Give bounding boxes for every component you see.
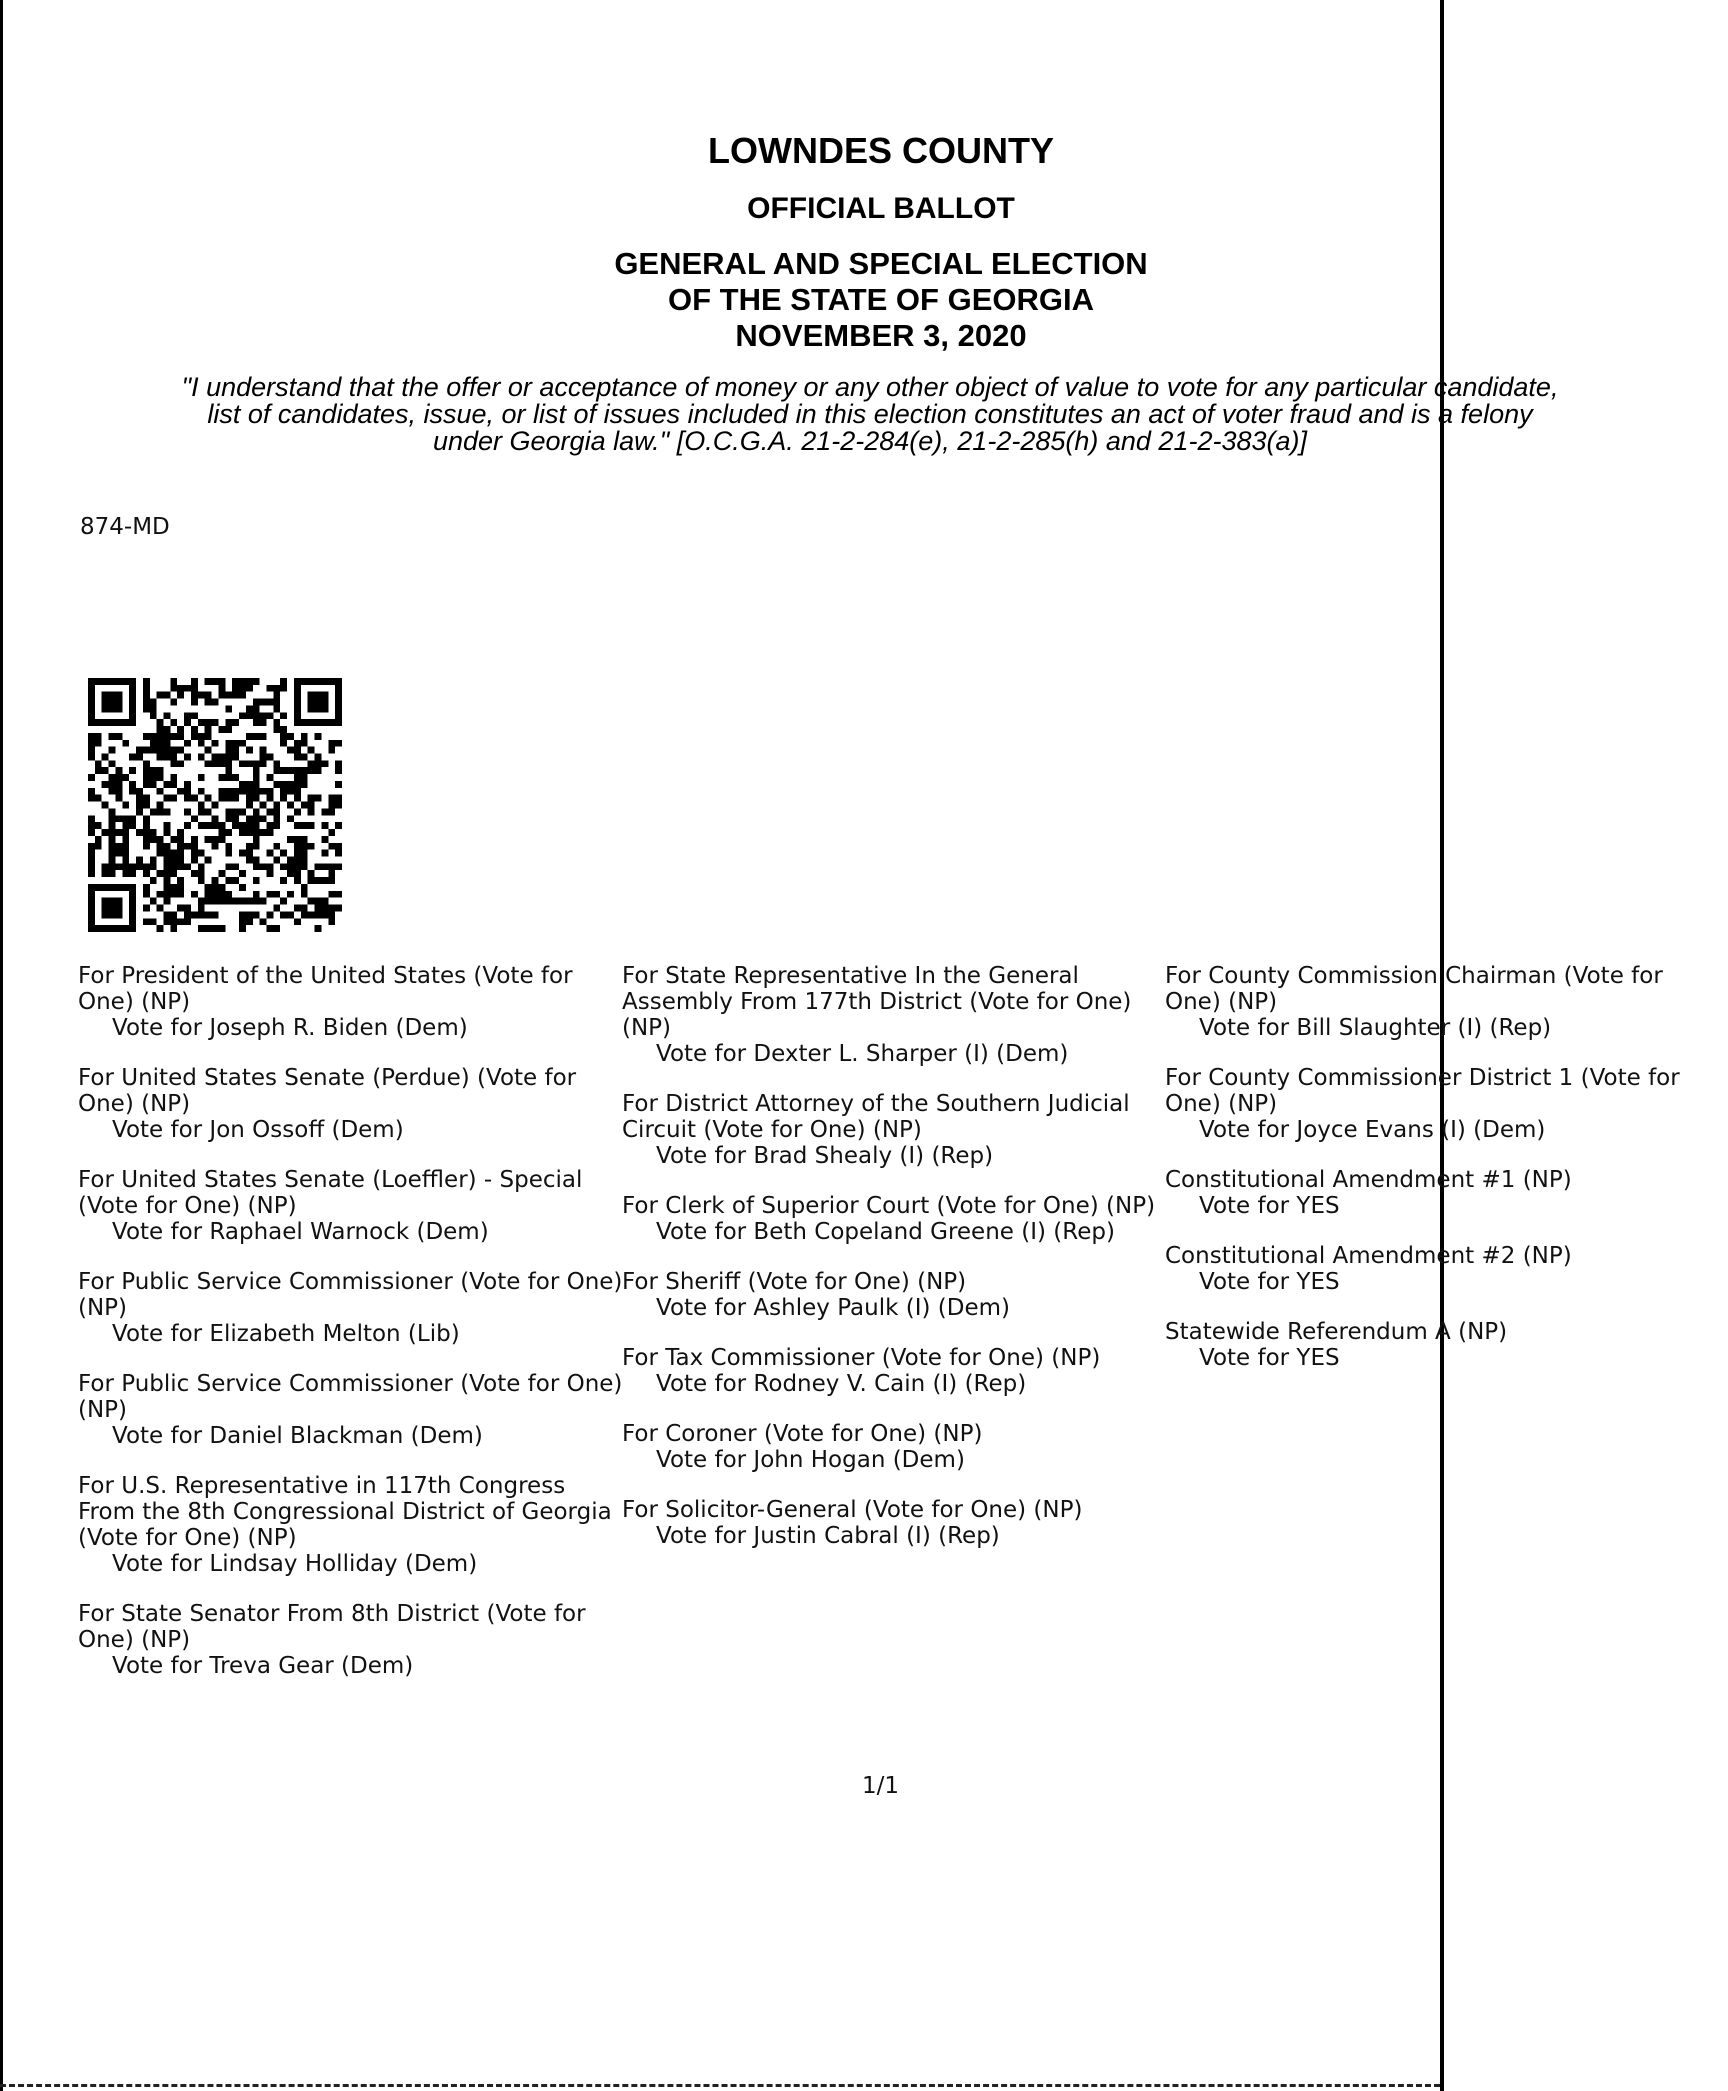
vote-choice: Vote for Elizabeth Melton (Lib): [112, 1321, 460, 1347]
election-title-line1: GENERAL AND SPECIAL ELECTION: [614, 246, 1148, 281]
notice-line: "I understand that the offer or acceptance of money or any other object of value to vote for any particular candidate,: [181, 372, 1559, 402]
ballot-selection: [1165, 1243, 1710, 1295]
ballot-column-3: [1165, 963, 1710, 1395]
contest-title: For United States Senate (Perdue) (Vote for One) (NP): [78, 1065, 577, 1117]
page-border-bottom: [0, 2084, 1440, 2087]
ballot-selection: [622, 1497, 1167, 1549]
vote-choice: Vote for Brad Shealy (I) (Rep): [656, 1143, 994, 1169]
vote-choice: Vote for John Hogan (Dem): [656, 1447, 965, 1473]
ballot-selection: [622, 1421, 1167, 1473]
contest-title: For Coroner (Vote for One) (NP): [622, 1421, 983, 1447]
contest-title: For Solicitor-General (Vote for One) (NP): [622, 1497, 1083, 1523]
voter-fraud-notice: [70, 374, 1670, 455]
ballot-column-2: [622, 963, 1167, 1573]
county-title: LOWNDES COUNTY: [708, 130, 1054, 171]
contest-title: For State Representative In the General Assembly From 177th District (Vote for One) (NP): [622, 963, 1132, 1041]
vote-choice: Vote for Rodney V. Cain (I) (Rep): [656, 1371, 1027, 1397]
contest-title: For Sheriff (Vote for One) (NP): [622, 1269, 967, 1295]
vote-choice: Vote for Bill Slaughter (I) (Rep): [1199, 1015, 1552, 1041]
election-date: NOVEMBER 3, 2020: [735, 318, 1027, 353]
contest-title: Constitutional Amendment #2 (NP): [1165, 1243, 1572, 1269]
ballot-selection: [1165, 1319, 1710, 1371]
qr-code-icon: [78, 678, 352, 932]
contest-title: For U.S. Representative in 117th Congress From the 8th Congressional District of Georgia (Vote for One) (NP): [78, 1473, 612, 1551]
vote-choice: Vote for Treva Gear (Dem): [112, 1653, 414, 1679]
contest-title: For United States Senate (Loeffler) - Special (Vote for One) (NP): [78, 1167, 583, 1219]
ballot-header: [0, 130, 1728, 354]
vote-choice: Vote for Jon Ossoff (Dem): [112, 1117, 404, 1143]
contest-title: Statewide Referendum A (NP): [1165, 1319, 1508, 1345]
ballot-selection: [78, 1371, 623, 1449]
ballot-selection: [78, 963, 623, 1041]
vote-choice: Vote for Dexter L. Sharper (I) (Dem): [656, 1041, 1069, 1067]
vote-choice: Vote for Ashley Paulk (I) (Dem): [656, 1295, 1010, 1321]
contest-title: For County Commission Chairman (Vote for One) (NP): [1165, 963, 1663, 1015]
ballot-selection: [1165, 963, 1710, 1041]
contest-title: For Tax Commissioner (Vote for One) (NP): [622, 1345, 1101, 1371]
ballot-selection: [78, 1065, 623, 1143]
ballot-selection: [622, 1269, 1167, 1321]
ballot-selection: [78, 1473, 623, 1577]
contest-title: Constitutional Amendment #1 (NP): [1165, 1167, 1572, 1193]
ballot-selection: [78, 1601, 623, 1679]
ballot-type-title: OFFICIAL BALLOT: [747, 192, 1015, 225]
vote-choice: Vote for Justin Cabral (I) (Rep): [656, 1523, 1000, 1549]
ballot-selection: [622, 963, 1167, 1067]
vote-choice: Vote for YES: [1199, 1345, 1340, 1371]
page-number: 1/1: [862, 1773, 900, 1799]
ballot-selection: [1165, 1065, 1710, 1143]
contest-title: For Clerk of Superior Court (Vote for One) (NP): [622, 1193, 1156, 1219]
ballot-selection: [1165, 1167, 1710, 1219]
vote-choice: Vote for YES: [1199, 1269, 1340, 1295]
ballot-column-1: [78, 963, 623, 1703]
contest-title: For President of the United States (Vote for One) (NP): [78, 963, 573, 1015]
contest-title: For County Commissioner District 1 (Vote for One) (NP): [1165, 1065, 1680, 1117]
vote-choice: Vote for Raphael Warnock (Dem): [112, 1219, 489, 1245]
vote-choice: Vote for Joseph R. Biden (Dem): [112, 1015, 468, 1041]
election-title-line2: OF THE STATE OF GEORGIA: [668, 282, 1094, 317]
vote-choice: Vote for Beth Copeland Greene (I) (Rep): [656, 1219, 1115, 1245]
contest-title: For State Senator From 8th District (Vote for One) (NP): [78, 1601, 586, 1653]
notice-line: under Georgia law." [O.C.G.A. 21-2-284(e), 21-2-285(h) and 21-2-383(a)]: [432, 426, 1308, 456]
vote-choice: Vote for Daniel Blackman (Dem): [112, 1423, 483, 1449]
ballot-selection: [622, 1091, 1167, 1169]
contest-title: For District Attorney of the Southern Judicial Circuit (Vote for One) (NP): [622, 1091, 1130, 1143]
ballot-style-id: 874-MD: [80, 514, 170, 540]
contest-title: For Public Service Commissioner (Vote for One) (NP): [78, 1371, 623, 1423]
ballot-selection: [622, 1345, 1167, 1397]
vote-choice: Vote for Lindsay Holliday (Dem): [112, 1551, 478, 1577]
ballot-selection: [622, 1193, 1167, 1245]
ballot-selection: [78, 1167, 623, 1245]
notice-line: list of candidates, issue, or list of issues included in this election constitutes an act of voter fraud and is a felony: [207, 399, 1533, 429]
ballot-selection: [78, 1269, 623, 1347]
vote-choice: Vote for YES: [1199, 1193, 1340, 1219]
contest-title: For Public Service Commissioner (Vote for One) (NP): [78, 1269, 623, 1321]
vote-choice: Vote for Joyce Evans (I) (Dem): [1199, 1117, 1546, 1143]
